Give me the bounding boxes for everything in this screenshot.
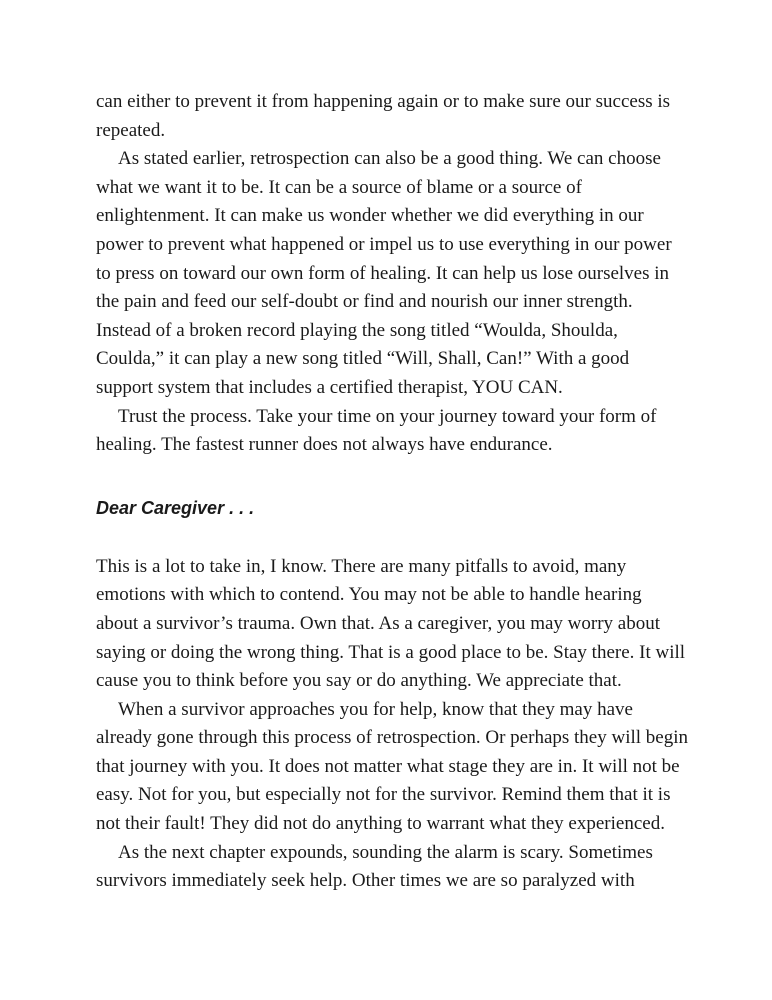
paragraph-caregiver-intro: This is a lot to take in, I know. There are many pitfalls to avoid, many emotions with which to contend. You may not be able to handle hearing about a survivor’s trauma. Own that. As a caregiver, you may worry about saying or doing the wrong thing. That is a good place to be. Stay there. It will cause you to think before you say or do anything. We appreciate that. [96, 555, 686, 692]
book-page [96, 88, 688, 896]
section-heading-dear-caregiver: Dear Caregiver . . . [96, 497, 255, 518]
paragraph-trust-process: Trust the process. Take your time on your journey toward your form of healing. The fastest runner does not always have endurance. [96, 405, 657, 456]
paragraph-next-chapter: As the next chapter expounds, sounding the alarm is scary. Sometimes survivors immediately seek help. Other times we are so paralyzed with [96, 841, 653, 892]
paragraph-retrospection: As stated earlier, retrospection can also be a good thing. We can choose what we want it to be. It can be a source of blame or a source of enlightenment. It can make us wonder whether we did everything in our power to prevent what happened or impel us to use everything in our power to press on toward our own form of healing. It can help us lose ourselves in the pain and feed our self-doubt or find and nourish our inner strength. Instead of a broken record playing the song titled “Woulda, Shoulda, Coulda,” it can play a new song titled “Will, Shall, Can!” With a good support system that includes a certified therapist, YOU CAN. [96, 148, 672, 398]
paragraph-continuation: can either to prevent it from happening again or to make sure our success is repeated. [96, 91, 671, 141]
paragraph-survivor-approaches: When a survivor approaches you for help, know that they may have already gone through this process of retrospection. Or perhaps they will begin that journey with you. It does not matter what stage they are in. It will not be easy. Not for you, but especially not for the survivor. Remind them that it is not their fault! They did not do anything to warrant what they experienced. [96, 698, 689, 835]
